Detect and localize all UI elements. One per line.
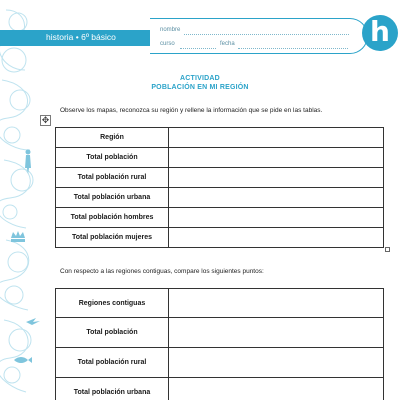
table-row [56,168,384,188]
course-label: curso [160,41,175,47]
row-label: Región [56,128,169,148]
date-field[interactable] [238,48,348,49]
date-label: fecha [220,41,235,47]
table-row [56,318,384,348]
neighbor-regions-table [55,288,384,400]
table-row [56,228,384,248]
instruction-2: Con respecto a las regiones contiguas, compare los siguientes puntos: [60,268,264,275]
move-arrows-icon[interactable]: ✥ [41,115,50,125]
value-cell[interactable] [169,128,384,148]
value-cell[interactable] [169,378,384,400]
value-cell[interactable] [169,228,384,248]
value-cell[interactable] [169,148,384,168]
value-cell[interactable] [169,348,384,378]
table-row [56,128,384,148]
value-cell[interactable] [169,168,384,188]
resize-handle-icon[interactable] [385,247,390,252]
subject-bar [0,30,152,46]
instruction-1: Observe los mapas, reconozca su región y rellene la información que se pide en las tablas. [60,107,323,114]
activity-heading: ACTIVIDAD [180,75,220,82]
table-row [56,378,384,400]
activity-title: POBLACIÓN EN MI REGIÓN [151,84,249,91]
table-row [56,208,384,228]
value-cell[interactable] [169,318,384,348]
name-field[interactable] [184,34,349,35]
value-cell[interactable] [169,208,384,228]
row-label: Total población urbana [56,378,169,400]
row-label: Total población mujeres [56,228,169,248]
table-row [56,188,384,208]
logo-letter: h [370,15,390,48]
population-table [55,127,384,248]
logo [362,15,398,51]
row-label: Total población rural [56,348,169,378]
table-row [56,348,384,378]
table-row [56,148,384,168]
row-label: Total población rural [56,168,169,188]
student-info-box [150,18,368,54]
row-label: Total población hombres [56,208,169,228]
subject-label: historia • 6º básico [46,32,116,42]
row-label: Total población [56,148,169,168]
name-label: nombre [160,27,181,33]
table-row [56,289,384,318]
value-cell[interactable] [169,188,384,208]
course-field[interactable] [180,48,216,49]
row-label: Total población urbana [56,188,169,208]
row-label: Total población [56,318,169,348]
value-cell[interactable] [169,289,384,318]
decorative-sidebar [0,0,44,400]
row-label: Regiones contiguas [56,289,169,318]
